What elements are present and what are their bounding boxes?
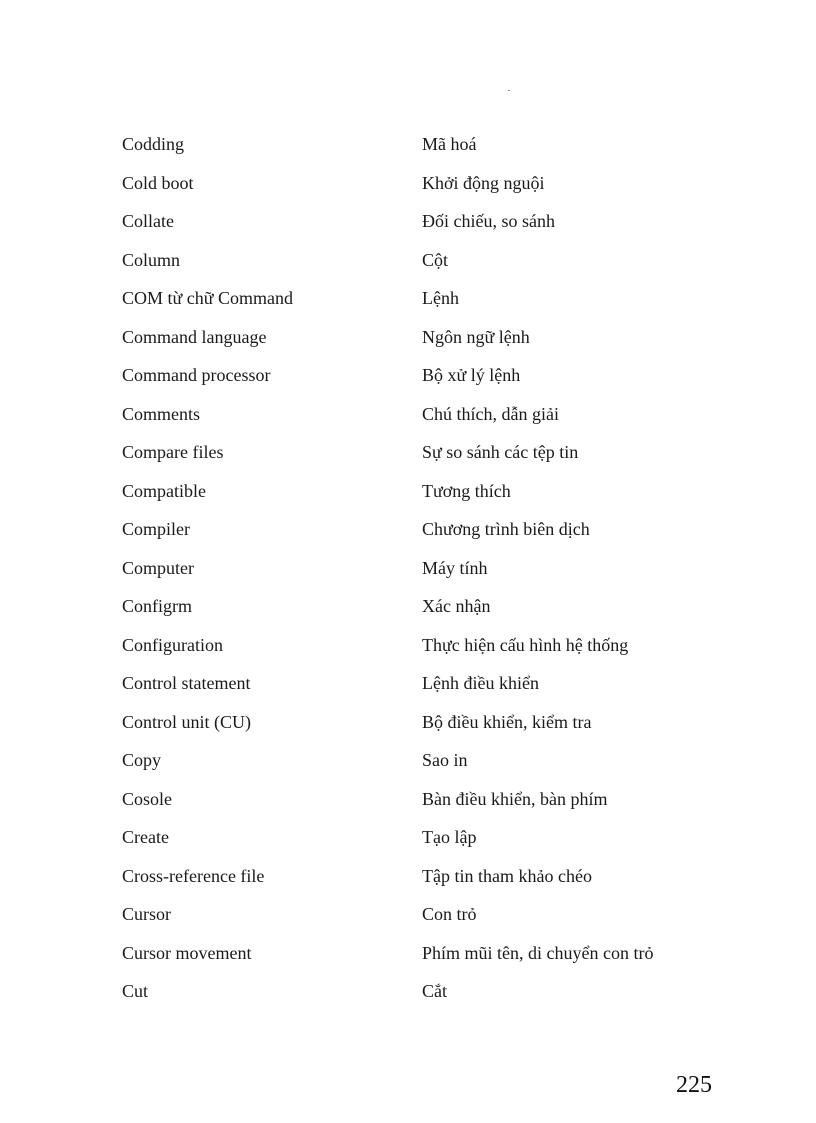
- glossary-row: [122, 518, 702, 541]
- glossary-meaning: Máy tính: [422, 557, 488, 578]
- glossary-term: Command processor: [122, 365, 271, 385]
- glossary-term: COM từ chữ Command: [122, 288, 294, 308]
- glossary-term: Compare files: [122, 442, 224, 462]
- glossary-term: Compatible: [122, 480, 206, 501]
- glossary-term: Control statement: [122, 673, 251, 693]
- glossary-row: [122, 403, 702, 426]
- glossary-row: [122, 749, 702, 772]
- page-number: 225: [676, 1072, 712, 1098]
- glossary-meaning: Tập tin tham khảo chéo: [422, 865, 592, 886]
- glossary-row: [122, 942, 702, 965]
- glossary-row: [122, 133, 702, 156]
- glossary-row: [122, 480, 702, 503]
- glossary-meaning: Thực hiện cấu hình hệ thống: [422, 634, 629, 655]
- glossary-term: Control unit (CU): [122, 711, 251, 732]
- scan-speck: [508, 90, 510, 91]
- glossary-term: Copy: [122, 750, 162, 770]
- glossary-meaning: Bộ xử lý lệnh: [422, 365, 521, 385]
- glossary-row: [122, 980, 702, 1003]
- glossary-term: Compiler: [122, 519, 190, 539]
- glossary-row: [122, 287, 702, 310]
- glossary-row: [122, 595, 702, 618]
- glossary-term: Cross-reference file: [122, 865, 265, 886]
- glossary-meaning: Xác nhận: [422, 596, 491, 616]
- glossary-meaning: Mã hoá: [422, 134, 477, 154]
- glossary-term: Computer: [122, 557, 194, 578]
- glossary-term: Command language: [122, 326, 267, 347]
- glossary-row: [122, 249, 702, 272]
- glossary-row: [122, 865, 702, 888]
- glossary-meaning: Phím mũi tên, di chuyển con trỏ: [422, 942, 654, 963]
- glossary-term: Codding: [122, 134, 185, 154]
- glossary-row: [122, 210, 702, 233]
- glossary-meaning: Cột: [422, 249, 449, 270]
- glossary-term: Create: [122, 827, 169, 847]
- glossary-row: [122, 672, 702, 695]
- glossary-row: [122, 326, 702, 349]
- glossary-row: [122, 172, 702, 195]
- glossary-meaning: Lệnh điều khiển: [422, 673, 539, 693]
- glossary-row: [122, 826, 702, 849]
- glossary-term: Column: [122, 249, 181, 270]
- glossary-meaning: Sao in: [422, 750, 468, 770]
- glossary-row: [122, 634, 702, 657]
- glossary-meaning: Sự so sánh các tệp tin: [422, 442, 579, 462]
- glossary-term: Comments: [122, 403, 201, 424]
- glossary-meaning: Tương thích: [422, 480, 511, 501]
- glossary-meaning: Bàn điều khiển, bàn phím: [422, 788, 608, 809]
- glossary-term: Collate: [122, 211, 174, 231]
- glossary-term: Configrm: [122, 596, 192, 616]
- glossary-term: Cursor movement: [122, 942, 252, 963]
- glossary-row: [122, 788, 702, 811]
- glossary-meaning: Khởi động nguội: [422, 172, 545, 193]
- glossary-row: [122, 903, 702, 926]
- glossary-term: Cold boot: [122, 172, 194, 193]
- glossary-meaning: Ngôn ngữ lệnh: [422, 326, 530, 347]
- glossary-meaning: Chú thích, dẫn giải: [422, 403, 559, 424]
- glossary-row: [122, 557, 702, 580]
- glossary-meaning: Lệnh: [422, 288, 459, 308]
- glossary-row: [122, 711, 702, 734]
- glossary-term: Configuration: [122, 634, 223, 655]
- glossary-meaning: Cắt: [422, 981, 447, 1001]
- glossary-row: [122, 441, 702, 464]
- glossary-term: Cursor: [122, 904, 171, 924]
- glossary-meaning: Tạo lập: [422, 827, 477, 847]
- glossary-term: Cosole: [122, 788, 173, 809]
- glossary-meaning: Con trỏ: [422, 904, 477, 924]
- glossary-table: [122, 133, 702, 1019]
- glossary-term: Cut: [122, 981, 149, 1001]
- glossary-meaning: Đối chiếu, so sánh: [422, 211, 555, 231]
- glossary-meaning: Chương trình biên dịch: [422, 519, 590, 539]
- glossary-meaning: Bộ điều khiển, kiểm tra: [422, 711, 592, 732]
- glossary-row: [122, 364, 702, 387]
